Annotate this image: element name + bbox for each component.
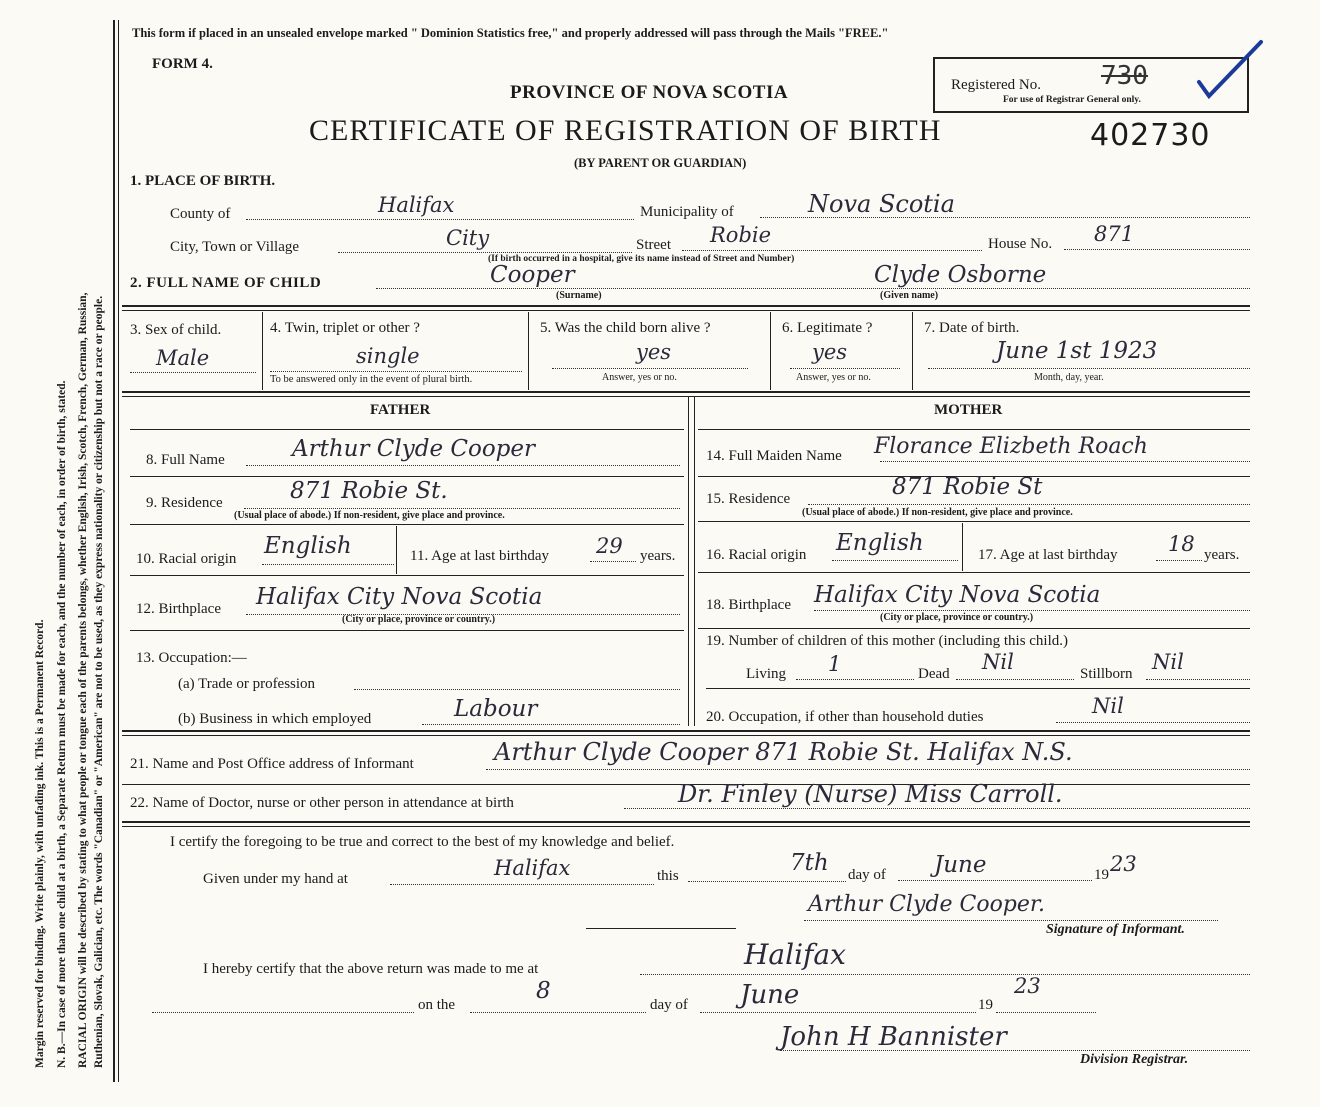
legitimate-value: yes — [812, 340, 848, 364]
sex-label: 3. Sex of child. — [130, 322, 222, 338]
dob-value: June 1st 1923 — [996, 338, 1158, 364]
child-name-label: 2. FULL NAME OF CHILD — [130, 275, 322, 291]
form-number: FORM 4. — [152, 56, 213, 72]
attendant-value: Dr. Finley (Nurse) Miss Carroll. — [678, 780, 1063, 808]
father-racial-value: English — [264, 533, 352, 559]
checkmark-icon — [1195, 38, 1265, 100]
father-name-value: Arthur Clyde Cooper — [292, 436, 535, 462]
legitimate-note: Answer, yes or no. — [796, 372, 871, 383]
child-given-name: Clyde Osborne — [874, 262, 1047, 288]
surname-caption: (Surname) — [556, 290, 602, 301]
mother-occupation-value: Nil — [1092, 694, 1124, 718]
father-age-unit: years. — [640, 548, 676, 564]
twin-value: single — [356, 344, 420, 368]
father-heading: FATHER — [370, 402, 431, 418]
father-occupation-label: 13. Occupation:— — [136, 650, 247, 666]
father-age-label: 11. Age at last birthday — [410, 548, 549, 564]
mother-racial-label: 16. Racial origin — [706, 547, 807, 563]
registrar-day-of-label: day of — [650, 997, 688, 1013]
given-year: 23 — [1110, 852, 1137, 876]
house-value: 871 — [1094, 222, 1135, 246]
county-value: Halifax — [378, 193, 455, 217]
sex-value: Male — [156, 346, 210, 370]
certificate-subtitle: (BY PARENT OR GUARDIAN) — [574, 156, 747, 170]
municipality-value: Nova Scotia — [808, 190, 955, 218]
father-residence-value: 871 Robie St. — [290, 478, 448, 504]
registrar-day: 8 — [536, 978, 551, 1004]
father-birthplace-label: 12. Birthplace — [136, 601, 221, 617]
this-label: this — [657, 868, 679, 884]
given-label: Given under my hand at — [203, 871, 348, 887]
living-label: Living — [746, 666, 786, 682]
margin-note-multiple-births: N. B.—In case of more than one child at a birth, a Separate Return must be made for each, and the number of each, in order of birth, stated. — [56, 380, 68, 1068]
registrar-signature: John H Bannister — [780, 1022, 1007, 1052]
margin-rule — [113, 20, 115, 1082]
margin-note-racial-origin-1: RACIAL ORIGIN will be described by stating to what people or tongue each of the parents belongs, whether English, Irish, Scotch, French, German, Russian, — [77, 292, 89, 1068]
mail-note: This form if placed in an unsealed envelope marked " Dominion Statistics free," and properly addressed will pass through the Mails "FREE." — [132, 26, 889, 40]
city-value: City — [446, 226, 490, 250]
informant-signature-caption: Signature of Informant. — [1046, 922, 1185, 937]
certificate-title: CERTIFICATE OF REGISTRATION OF BIRTH — [309, 114, 942, 147]
father-name-label: 8. Full Name — [146, 452, 225, 468]
given-month: June — [934, 852, 987, 878]
mother-age-label: 17. Age at last birthday — [978, 547, 1118, 563]
alive-value: yes — [636, 340, 672, 364]
on-the-label: on the — [418, 997, 456, 1013]
day-of-label: day of — [848, 867, 886, 883]
informant-signature: Arthur Clyde Cooper. — [808, 892, 1046, 917]
mother-birthplace-note: (City or place, province or country.) — [880, 612, 1034, 623]
dob-label: 7. Date of birth. — [924, 320, 1020, 336]
father-business-value: Labour — [454, 696, 538, 722]
father-birthplace-value: Halifax City Nova Scotia — [256, 584, 543, 610]
living-value: 1 — [828, 652, 842, 676]
city-label: City, Town or Village — [170, 239, 300, 255]
street-label: Street — [636, 237, 671, 253]
dob-note: Month, day, year. — [1034, 372, 1104, 383]
father-residence-note: (Usual place of abode.) If non-resident, give place and province. — [234, 510, 505, 521]
mother-name-label: 14. Full Maiden Name — [706, 448, 842, 464]
child-surname: Cooper — [490, 262, 575, 288]
house-label: House No. — [988, 236, 1053, 252]
legitimate-label: 6. Legitimate ? — [782, 320, 873, 336]
street-value: Robie — [710, 223, 772, 247]
dead-label: Dead — [918, 666, 950, 682]
mother-residence-label: 15. Residence — [706, 491, 791, 507]
stamp-number: 402730 — [1090, 118, 1211, 153]
margin-note-binding: Margin reserved for binding. Write plainly, with unfading ink. This is a Permanent Record. — [34, 619, 46, 1068]
father-residence-label: 9. Residence — [146, 495, 223, 511]
section-divider — [122, 305, 1250, 307]
mother-residence-value: 871 Robie St — [892, 474, 1043, 500]
mother-residence-note: (Usual place of abode.) If non-resident, give place and province. — [802, 507, 1073, 518]
mother-age-value: 18 — [1168, 532, 1195, 556]
twin-label: 4. Twin, triplet or other ? — [270, 320, 420, 336]
county-label: County of — [170, 206, 231, 222]
father-racial-label: 10. Racial origin — [136, 551, 237, 567]
certify-statement: I certify the foregoing to be true and correct to the best of my knowledge and belief. — [170, 834, 675, 850]
father-business-label: (b) Business in which employed — [178, 711, 372, 727]
alive-note: Answer, yes or no. — [602, 372, 677, 383]
municipality-label: Municipality of — [640, 204, 734, 220]
mother-birthplace-value: Halifax City Nova Scotia — [814, 582, 1101, 608]
given-name-caption: (Given name) — [880, 290, 939, 301]
registrar-month: June — [740, 980, 800, 1010]
mother-occupation-label: 20. Occupation, if other than household duties — [706, 709, 984, 725]
margin-rule-inner — [118, 20, 119, 1082]
registrar-note: For use of Registrar General only. — [1003, 95, 1141, 105]
mother-children-label: 19. Number of children of this mother (including this child.) — [706, 633, 1069, 649]
mother-name-value: Florance Elizbeth Roach — [874, 434, 1148, 459]
hospital-note: (If birth occurred in a hospital, give its name instead of Street and Number) — [488, 254, 795, 264]
informant-label: 21. Name and Post Office address of Informant — [130, 756, 414, 772]
registrar-year: 23 — [1014, 974, 1041, 998]
father-birthplace-note: (City or place, province or country.) — [342, 614, 496, 625]
father-age-value: 29 — [596, 534, 623, 558]
place-of-birth-heading: 1. PLACE OF BIRTH. — [130, 173, 276, 189]
father-trade-label: (a) Trade or profession — [178, 676, 316, 692]
registrar-year-prefix: 19 — [978, 997, 993, 1013]
year-prefix: 19 — [1094, 867, 1109, 883]
stillborn-label: Stillborn — [1080, 666, 1133, 682]
given-place: Halifax — [494, 856, 571, 880]
dead-value: Nil — [982, 650, 1014, 674]
mother-birthplace-label: 18. Birthplace — [706, 597, 791, 613]
mother-age-unit: years. — [1204, 547, 1240, 563]
attendant-label: 22. Name of Doctor, nurse or other person in attendance at birth — [130, 795, 514, 811]
informant-value: Arthur Clyde Cooper 871 Robie St. Halifax N.S. — [494, 738, 1073, 766]
registrar-signature-caption: Division Registrar. — [1080, 1052, 1189, 1067]
alive-label: 5. Was the child born alive ? — [540, 320, 711, 336]
registered-value: 730 — [1101, 61, 1148, 91]
margin-note-racial-origin-2: Ruthenian, Slovak, Galician, etc. The words "Canadian" or "American" are not to be used, as they express nationality or citizenship but not a race or people. — [93, 295, 105, 1068]
twin-note: To be answered only in the event of plural birth. — [270, 374, 473, 385]
mother-racial-value: English — [836, 530, 924, 556]
registered-label: Registered No. — [951, 77, 1041, 93]
given-day: 7th — [790, 850, 829, 876]
registrar-place: Halifax — [744, 938, 846, 971]
mother-heading: MOTHER — [934, 402, 1003, 418]
province-heading: PROVINCE OF NOVA SCOTIA — [510, 82, 789, 103]
registrar-statement: I hereby certify that the above return was made to me at — [203, 961, 539, 977]
stillborn-value: Nil — [1152, 650, 1184, 674]
